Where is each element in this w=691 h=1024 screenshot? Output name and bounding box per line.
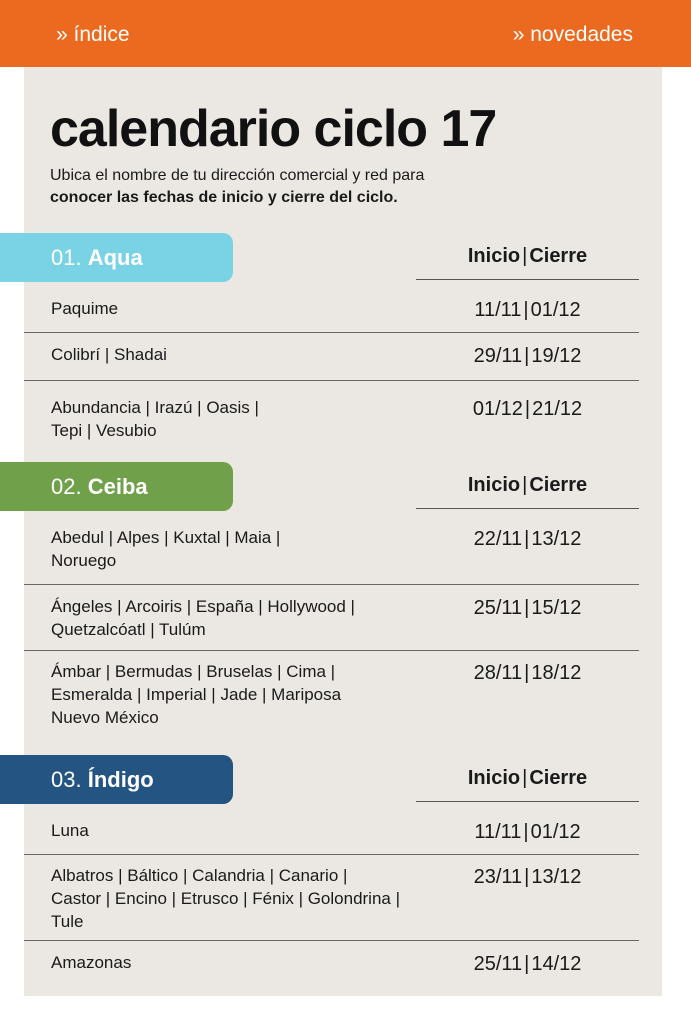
column-start-label: Inicio	[467, 245, 521, 267]
intro-text	[50, 165, 470, 209]
row-names: Luna	[51, 821, 89, 840]
date-separator: |	[524, 398, 531, 420]
row-divider	[24, 650, 639, 651]
section-name: Aqua	[87, 245, 143, 270]
section-number: 03.	[51, 767, 82, 792]
column-end-label: Cierre	[529, 767, 588, 789]
column-start-label: Inicio	[467, 767, 521, 789]
column-end-label: Cierre	[529, 245, 588, 267]
row-names-line: Albatros | Báltico | Calandria | Canario |	[51, 866, 348, 885]
row-names	[51, 396, 431, 442]
row-dates	[416, 526, 639, 552]
section-number: 01.	[51, 245, 82, 270]
end-date: 15/12	[531, 597, 582, 619]
start-date: 11/11	[474, 821, 522, 843]
top-navigation-bar	[0, 0, 691, 67]
date-separator: |	[523, 299, 529, 321]
row-names-line: Noruego	[51, 551, 117, 570]
row-names: Paquime	[51, 299, 119, 318]
date-separator: |	[524, 866, 530, 888]
row-names	[51, 660, 431, 729]
end-date: 19/12	[531, 345, 582, 367]
row-names-line: Castor | Encino | Etrusco | Fénix | Golondrina |	[51, 889, 401, 908]
row-names	[51, 526, 431, 572]
start-date: 23/11	[473, 866, 523, 888]
row-names: Colibrí | Shadai	[51, 345, 167, 364]
row-names-line: Tule	[51, 912, 84, 931]
start-date: 28/11	[473, 662, 523, 684]
row-dates	[416, 396, 639, 422]
page-title: calendario ciclo 17	[50, 100, 497, 158]
row-names-line: Nuevo México	[51, 708, 159, 727]
column-separator: |	[522, 767, 528, 789]
end-date: 13/12	[531, 528, 582, 550]
row-dates	[416, 819, 639, 845]
row-dates	[416, 343, 639, 369]
start-date: 25/11	[473, 953, 523, 975]
section-name: Índigo	[87, 767, 154, 792]
row-divider	[24, 940, 639, 941]
start-date: 22/11	[473, 528, 523, 550]
row-divider	[24, 584, 639, 585]
row-names	[51, 864, 431, 933]
section-number: 02.	[51, 474, 82, 499]
date-separator: |	[523, 821, 529, 843]
intro-line-1: Ubica el nombre de tu dirección comercial y red para	[50, 167, 425, 184]
start-date: 11/11	[474, 299, 522, 321]
start-date: 01/12	[472, 398, 523, 420]
end-date: 18/12	[531, 662, 582, 684]
end-date: 01/12	[530, 299, 581, 321]
row-divider	[24, 854, 639, 855]
intro-line-2: conocer las fechas de inicio y cierre del ciclo.	[50, 189, 398, 206]
end-date: 21/12	[532, 398, 583, 420]
row-dates	[416, 660, 639, 686]
row-dates	[416, 297, 639, 323]
end-date: 13/12	[531, 866, 582, 888]
date-separator: |	[524, 953, 530, 975]
start-date: 29/11	[473, 345, 523, 367]
row-names-line: Tepi | Vesubio	[51, 421, 157, 440]
row-names-line: Ángeles | Arcoiris | España | Hollywood |	[51, 597, 355, 616]
row-divider	[24, 380, 639, 381]
row-dates	[416, 951, 639, 977]
row-names-line: Esmeralda | Imperial | Jade | Mariposa	[51, 685, 342, 704]
row-divider	[24, 332, 639, 333]
section-tag-ceiba	[0, 462, 233, 511]
column-header	[416, 765, 639, 802]
row-names-line: Abedul | Alpes | Kuxtal | Maia |	[51, 528, 281, 547]
start-date: 25/11	[473, 597, 523, 619]
news-link[interactable]: » novedades	[512, 23, 633, 46]
date-separator: |	[524, 597, 530, 619]
column-separator: |	[522, 474, 528, 496]
column-start-label: Inicio	[467, 474, 521, 496]
column-separator: |	[522, 245, 528, 267]
column-end-label: Cierre	[529, 474, 588, 496]
date-separator: |	[524, 528, 530, 550]
row-dates	[416, 595, 639, 621]
date-separator: |	[524, 662, 530, 684]
row-names: Amazonas	[51, 953, 132, 972]
date-separator: |	[524, 345, 530, 367]
column-header	[416, 243, 639, 280]
section-tag-aqua	[0, 233, 233, 282]
section-tag-indigo	[0, 755, 233, 804]
row-names	[51, 595, 431, 641]
row-names-line: Ámbar | Bermudas | Bruselas | Cima |	[51, 662, 336, 681]
row-names-line: Quetzalcóatl | Tulúm	[51, 620, 206, 639]
row-dates	[416, 864, 639, 890]
row-names-line: Abundancia | Irazú | Oasis |	[51, 398, 259, 417]
end-date: 14/12	[531, 953, 582, 975]
index-link[interactable]: » índice	[56, 23, 130, 46]
end-date: 01/12	[530, 821, 581, 843]
section-name: Ceiba	[87, 474, 148, 499]
column-header	[416, 472, 639, 509]
